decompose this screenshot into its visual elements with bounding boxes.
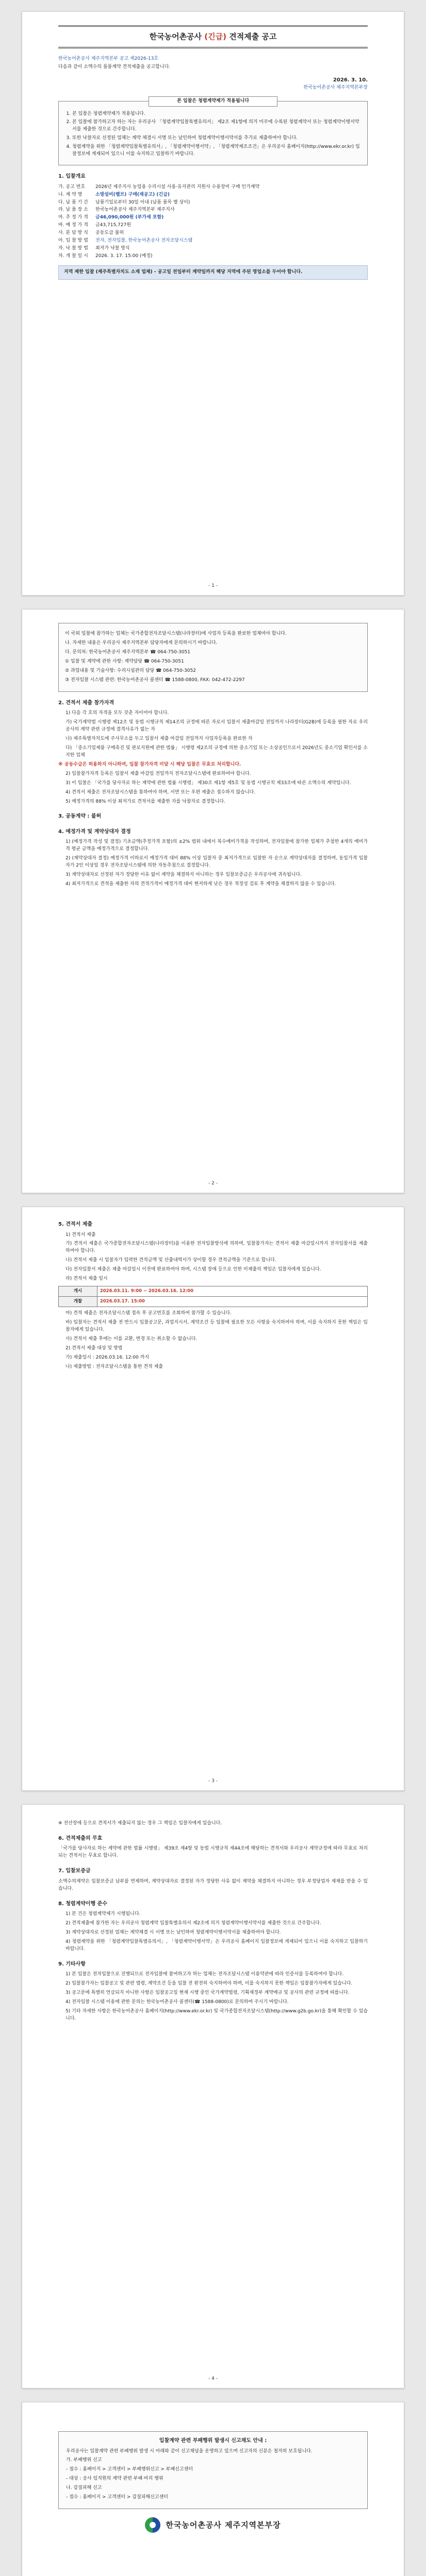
section-4-paragraph: 4) 최저가격으로 견적을 제출한 자의 견적가격이 예정가격 대비 현저하게 낮은 경우 적정성 검토 후 계약을 체결하지 않을 수 있습니다. [65,882,336,887]
overview-value: 2026년 제주지사 농업용 수리시설 사용·유지관리 지원사 수용장비 구매 인가계약 [95,184,260,190]
section-9-paragraph: 3) 공고문에 특별히 언급되지 아니한 사항은 입찰공고일 현재 시행 중인 국가계약법령, 기획재정부 계약예규 및 공사의 관련 규정에 따릅니다. [65,1990,350,1996]
section-4-paragraph: 2) (계약상대자 결정) 예정가격 이하로서 예정가격 대비 88% 이상 입찰자 중 최저가격으로 입찰한 자 순으로 계약상대자를 결정하며, 동일가격 입찰자가 2인 이상일 경우 전자조달시스템에 의한 자동추첨으로 결정합니다. [65,856,368,869]
date-block [58,76,368,91]
section-2-paragraph: 2) 입찰참가자격 등록은 입찰서 제출 마감일 전일까지 전자조달시스템에 완료하여야 합니다. [65,771,251,776]
section-7-title: 7. 입찰보증금 [58,1868,91,1874]
signature-block [58,2517,368,2533]
section-5-paragraphs [58,1232,368,1274]
page-number: - 4 - [208,2376,218,2382]
page-2 [22,609,404,1193]
overview-row [58,253,368,260]
integrity-notice-item: 1. 본 입찰은 청렴계약제가 적용됩니다. [72,111,361,118]
overview-key: 아. 입 찰 방 법 [58,238,88,244]
corruption-report-lines [66,2448,360,2502]
section-8-title: 8. 청렴계약이행 준수 [58,1901,107,1907]
page-number: - 3 - [208,1778,218,1784]
contact-info-line: ③ 전자입찰 시스템 관련: 한국농어촌공사 콜센터 ☎ 1588-0800, FAX: 042-472-2297 [65,677,245,683]
section-4-paragraphs [58,839,368,888]
section-6-text: 「국가를 당사자로 하는 계약에 관한 법률 시행령」 제39조 제4항 및 동법 시행규칙 제44조에 해당하는 견적서와 우리공사 계약규정에 따라 무효로 처리되는 견적서는 무효로 합니다. [58,1846,368,1859]
signature-text: 한국농어촌공사 제주지역본부장 [166,2520,281,2530]
section-5-paragraph: 마) 견적 제출은 전자조달시스템 접속 후 공고번호를 조회하여 참가할 수 있습니다. [65,1311,232,1316]
title-urgent: (긴급) [204,32,226,41]
section-5-paragraph: 바) 입찰자는 견적서 제출 전 반드시 입찰공고문, 과업지시서, 계약조건 등 입찰에 필요한 모든 사항을 숙지하여야 하며, 이를 숙지하지 못한 책임은 입찰자에게 있습니다. [65,1320,368,1333]
page-title [58,25,368,48]
section-1-title: 1. 입찰개요 [58,174,86,180]
intro-text: 다음과 같이 소액수의 물품계약 견적제출을 공고합니다. [58,64,171,70]
overview-value: 2026. 3. 17. 15:00 (예정) [95,253,153,259]
integrity-notice-heading: 본 입찰은 청렴계약제가 적용됩니다 [149,96,277,107]
section-5-paragraph: 다) 전자입찰서 제출은 제출 마감일시 이전에 완료하여야 하며, 시스템 장애 등으로 인한 미제출의 책임은 입찰자에게 있습니다. [65,1267,321,1273]
page-number: - 1 - [208,583,218,589]
schedule-row [59,1297,368,1307]
notice-date: 2026. 3. 10. [333,77,368,83]
section-2-paragraph: 가) 국가계약법 시행령 제12조 및 동법 시행규칙 제14조의 규정에 따른 자로서 입찰서 제출마감일 전일까지 나라장터(G2B)에 등록을 필한 자로 우리공사의 계약 관련 규정에 결격사유가 없는 자 [65,720,368,732]
corruption-report-line: - 접수 : 홈페이지 > 고객센터 > 부패행위신고 > 부패신고센터 [66,2467,193,2472]
overview-row [58,192,368,199]
section-4-title: 4. 예정가격 및 계약상대자 결정 [58,828,131,835]
schedule-key: 개시 [59,1286,97,1297]
section-5-paragraph: 나) 견적서 제출 시 입찰자가 입력한 견적금액 및 산출내역서가 상이할 경우 견적금액을 기준으로 합니다. [65,1258,276,1263]
overview-key: 바. 예 정 가 격 [58,223,88,228]
schedule-table [58,1286,368,1307]
corruption-report-line: 가. 부패행위 신고 [66,2458,102,2463]
integrity-notice-list [65,111,361,159]
contact-info-lines [65,631,361,684]
section-5-paragraph: 1) 견적서 제출 [65,1232,96,1238]
star-note: ※ 전산장애 등으로 견적서가 제출되지 않는 경우 그 책임은 입찰자에게 있습니다. [58,1821,222,1826]
overview-value: 전자, 전자입찰, 한국농어촌공사 전자조달시스템 [95,238,193,244]
page-number: - 2 - [208,1181,218,1187]
title-rest: 견적제출 공고 [229,32,277,41]
section-5-paragraph: 2) 견적서 제출 대상 및 방법 [65,1346,123,1351]
section-8-paragraph: 4) 청렴계약을 위한 「청렴계약입찰특별유의서」, 「청렴계약이행서약」은 우리공사 홈페이지 입찰정보에 게재되어 있으니 이를 숙지하고 입찰하기 바랍니다. [65,1939,368,1952]
corruption-report-line: 우리공사는 입찰계약 관련 부패행위 발생 시 아래와 같이 신고채널을 운영하고 있으며 신고자의 신분은 철저히 보호됩니다. [66,2448,313,2454]
schedule-value: 2026.03.17. 15:00 [97,1297,367,1307]
section-8-paragraphs [58,1911,368,1953]
overview-key: 자. 낙 찰 방 법 [58,246,88,251]
overview-row [58,238,368,245]
corruption-report-box [58,2431,368,2509]
overview-key: 사. 분 담 방 식 [58,230,88,236]
page-3 [22,1207,404,1791]
section-4-paragraph: 3) 계약상대자로 선정된 자가 정당한 이유 없이 계약을 체결하지 아니하는 경우 입찰보증금은 우리공사에 귀속됩니다. [65,872,302,878]
section-9-paragraph: 1) 본 입찰은 전자입찰으로 진행되므로 전자입찰에 참여하고자 하는 업체는 전자조달시스템 이용약관에 따라 인증서를 등록하여야 합니다. [65,1972,344,1977]
section-2-paragraphs-b [58,771,368,806]
integrity-notice-item: 3. 또한 낙찰자로 선정된 업체는 계약 체결시 서명 또는 날인하여 청렴계약이행서약서를 추가로 제출하여야 합니다. [72,135,361,142]
section-8-paragraph: 1) 본 건은 청렴계약제가 시행됩니다. [65,1911,141,1917]
section-2-paragraphs [58,710,368,759]
page-4 [22,1804,404,2388]
page-1 [22,11,404,596]
overview-key: 가. 공고 번호 [58,184,86,190]
corruption-report-line: - 대상 : 공사 임직원의 계약 관련 부패·비리 행위 [66,2476,163,2482]
overview-row [58,199,368,207]
section-5-paragraph: 가) 제출일시 : 2026.03.16. 12:00 까지 [65,1355,150,1361]
section-8-paragraph: 3) 계약상대자로 선정된 업체는 계약체결 시 서명 또는 날인하여 청렴계약이행서약서를 제출하여야 합니다. [65,1930,281,1936]
section-5-title: 5. 견적서 제출 [58,1222,93,1227]
section-2-paragraph: 다) 「중소기업제품 구매촉진 및 판로지원에 관한 법률」 시행령 제2조의 규정에 의한 중소기업 또는 소상공인으로서 2026년도 중소기업 확인서를 소지한 업체 [65,745,368,758]
contact-info-line: ② 과업내용 및 기술사항: 수리시설관리 담당 ☎ 064-750-3052 [65,668,196,673]
overview-value: 금43,715,727원 [95,223,131,228]
issuing-org: 한국농어촌공사 제주지역본부장 [303,84,368,90]
corruption-report-line: 나. 갑질피해 신고 [66,2485,102,2491]
notice-number: 한국농어촌공사 제주지역본부 공고 제2026-13호 [58,56,158,62]
section-9-paragraph: 4) 전자입찰 시스템 이용에 관한 문의는 한국농어촌공사 콜센터(☎ 1588-0800)로 문의하여 주시기 바랍니다. [65,1999,289,2005]
overview-row [58,184,368,191]
contact-info-line: ① 입찰 및 계약에 관한 사항: 계약담당 ☎ 064-750-3051 [65,658,184,664]
integrity-notice-item: 4. 청렴계약을 위한 「청렴계약입찰특별유의서」, 「청렴계약이행서약」, 「청렴계약제조조건」은 우리공사 홈페이지(http://www.ekr.or.kr) 입찰정보에 게재되어 있으니 이를 숙지하고 입찰하기 바랍니다. [72,144,361,158]
overview-key: 마. 추 정 가 격 [58,215,88,221]
document [22,11,404,2576]
overview-list [58,184,368,260]
section-5-paragraph: 사) 견적서 제출 후에는 이를 교환, 변경 또는 취소할 수 없습니다. [65,1336,198,1342]
overview-row [58,214,368,222]
schedule-key: 개찰 [59,1297,97,1307]
contact-info-line: 이 국외 입찰에 참가하는 업체는 국가종합전자조달시스템(나라장터)에 사업자 등록을 완료한 업체여야 합니다. [65,631,287,636]
overview-value: 금46,090,000원 (부가세 포함) [95,215,164,221]
section-7-text: 소액수의계약은 입찰보증금 납부를 면제하며, 계약상대자로 결정된 자가 정당한 사유 없이 계약을 체결하지 아니하는 경우 부정당업자 제재를 받을 수 있습니다. [58,1878,368,1891]
corruption-report-line: - 접수 : 홈페이지 > 고객센터 > 갑질피해신고센터 [66,2495,168,2500]
section-5-paragraph: 가) 견적서 제출은 국가종합전자조달시스템(나라장터)을 이용한 전자입찰방식에 의하며, 입찰참가자는 견적서 제출 마감일시까지 전자입찰서를 제출하여야 합니다. [65,1241,368,1254]
kr-logo-icon [145,2517,160,2533]
section-2-paragraph: 3) 이 입찰은 「국가를 당사자로 하는 계약에 관한 법률 시행령」 제30조 제1항 제5호 및 동법 시행규칙 제33조에 따른 소액수의 계약입니다. [65,780,351,786]
overview-key: 다. 납 품 기 간 [58,199,88,205]
overview-row [58,222,368,229]
corruption-report-heading: 입찰계약 관련 부패행위 발생시 신고채도 안내 : [159,2438,267,2444]
section-8-paragraph: 2) 견적제출에 참가한 자는 우리공사 청렴계약 입찰특별유의서 제2조에 의거 청렴계약이행서약서를 제출한 것으로 간주합니다. [65,1921,321,1926]
title-main: 한국농어촌공사 [149,32,202,41]
section-3-title: 3. 공동계약 : 불허 [58,814,102,820]
contact-info-box [58,623,368,692]
section-6-title: 6. 견적제출의 무효 [58,1835,103,1841]
region-restriction-note: 지역 제한 입찰 (제주특별자치도 소재 업체) - 공고일 전일부터 계약일까지 해당 지역에 주된 영업소를 두어야 합니다. [58,265,368,280]
section-2-paragraph: 4) 견적서 제출은 전자조달시스템을 통하여야 하며, 서면 또는 우편 제출은 접수하지 않습니다. [65,789,256,795]
overview-row [58,230,368,237]
section-9-paragraphs [58,1971,368,2023]
overview-key: 나. 계 약 명 [58,192,83,197]
section-9-paragraph: 5) 기타 자세한 사항은 한국농어촌공사 홈페이지(http://www.ekr.or.kr) 및 국가종합전자조달시스템(http://www.g2b.go.kr)을 통해 확인할 수 있습니다. [65,2009,368,2022]
overview-value: 소방설비(벨브) 구매(재공고) (긴급) [95,192,170,197]
schedule-label: 라) 견적서 제출 일시 [65,1276,108,1282]
section-4-paragraph: 1) (예정가격 작성 및 결정) 기초금액(추정가격 포함)의 ±2% 범위 내에서 복수예비가격을 작성하며, 전자입찰에 참가한 업체가 추첨한 4개의 예비가격 평균 금액을 예정가격으로 결정합니다. [65,839,368,852]
overview-value: 한국농어촌공사 제주지역본부 제주지사 [95,207,175,213]
section-2-title: 2. 견적서 제출 참가자격 [58,700,114,706]
section-2-paragraph: 5) 예정가격의 88% 이상 최저가로 견적서를 제출한 자를 낙찰자로 결정합니다. [65,799,225,804]
section-9-title: 9. 기타사항 [58,1961,86,1967]
overview-row [58,245,368,252]
integrity-notice-box [58,98,368,166]
schedule-row [59,1286,368,1297]
overview-row [58,207,368,214]
section-2-paragraph: 1) 다음 각 호의 자격을 모두 갖춘 자이어야 합니다. [65,710,169,716]
overview-value: 납품기일로부터 30일 이내 (납품 품목 별 상이) [95,199,190,205]
overview-key: 라. 납 품 장 소 [58,207,88,213]
overview-key: 차. 개 찰 일 시 [58,253,88,259]
overview-value: 공동도급 불허 [95,230,124,236]
overview-value: 최저가 낙찰 방식 [95,246,130,251]
section-5-paragraph: 나) 제출방법 : 전자조달시스템을 통한 견적 제출 [65,1364,163,1370]
contact-info-line: 다. 문의처: 한국농어촌공사 제주지역본부 ☎ 064-750-3051 [65,649,190,655]
section-5-more [58,1310,368,1371]
schedule-value: 2026.03.11. 9:00 ~ 2026.03.16. 12:00 [97,1286,367,1297]
section-2-warning: ※ 공동수급은 허용하지 아니하며, 입찰 참가자격 미달 시 해당 입찰은 무효로 처리합니다. [58,761,241,767]
contact-info-line: 나. 자세한 내용은 우리공사 제주지역본부 담당자에게 문의하시기 바랍니다. [65,640,218,646]
integrity-notice-item: 2. 본 입찰에 참가하고자 하는 자는 우리공사 「청렴계약입찰특별유의서」 제2조 제1항에 의거 미주에 수록된 청렴계약서 또는 청렴계약이행서약서를 제출한 것으로 간주합니다. [72,119,361,133]
page-5 [22,2402,404,2576]
section-2-paragraph: 나) 제주특별자치도에 주사무소를 두고 입찰서 제출 마감일 전일까지 사업자등록을 완료한 자 [65,736,253,741]
section-9-paragraph: 2) 입찰참가자는 입찰공고 및 관련 법령, 계약조건 등을 입찰 전 완전히 숙지하여야 하며, 이를 숙지하지 못한 책임은 입찰참가자에게 있습니다. [65,1981,353,1987]
